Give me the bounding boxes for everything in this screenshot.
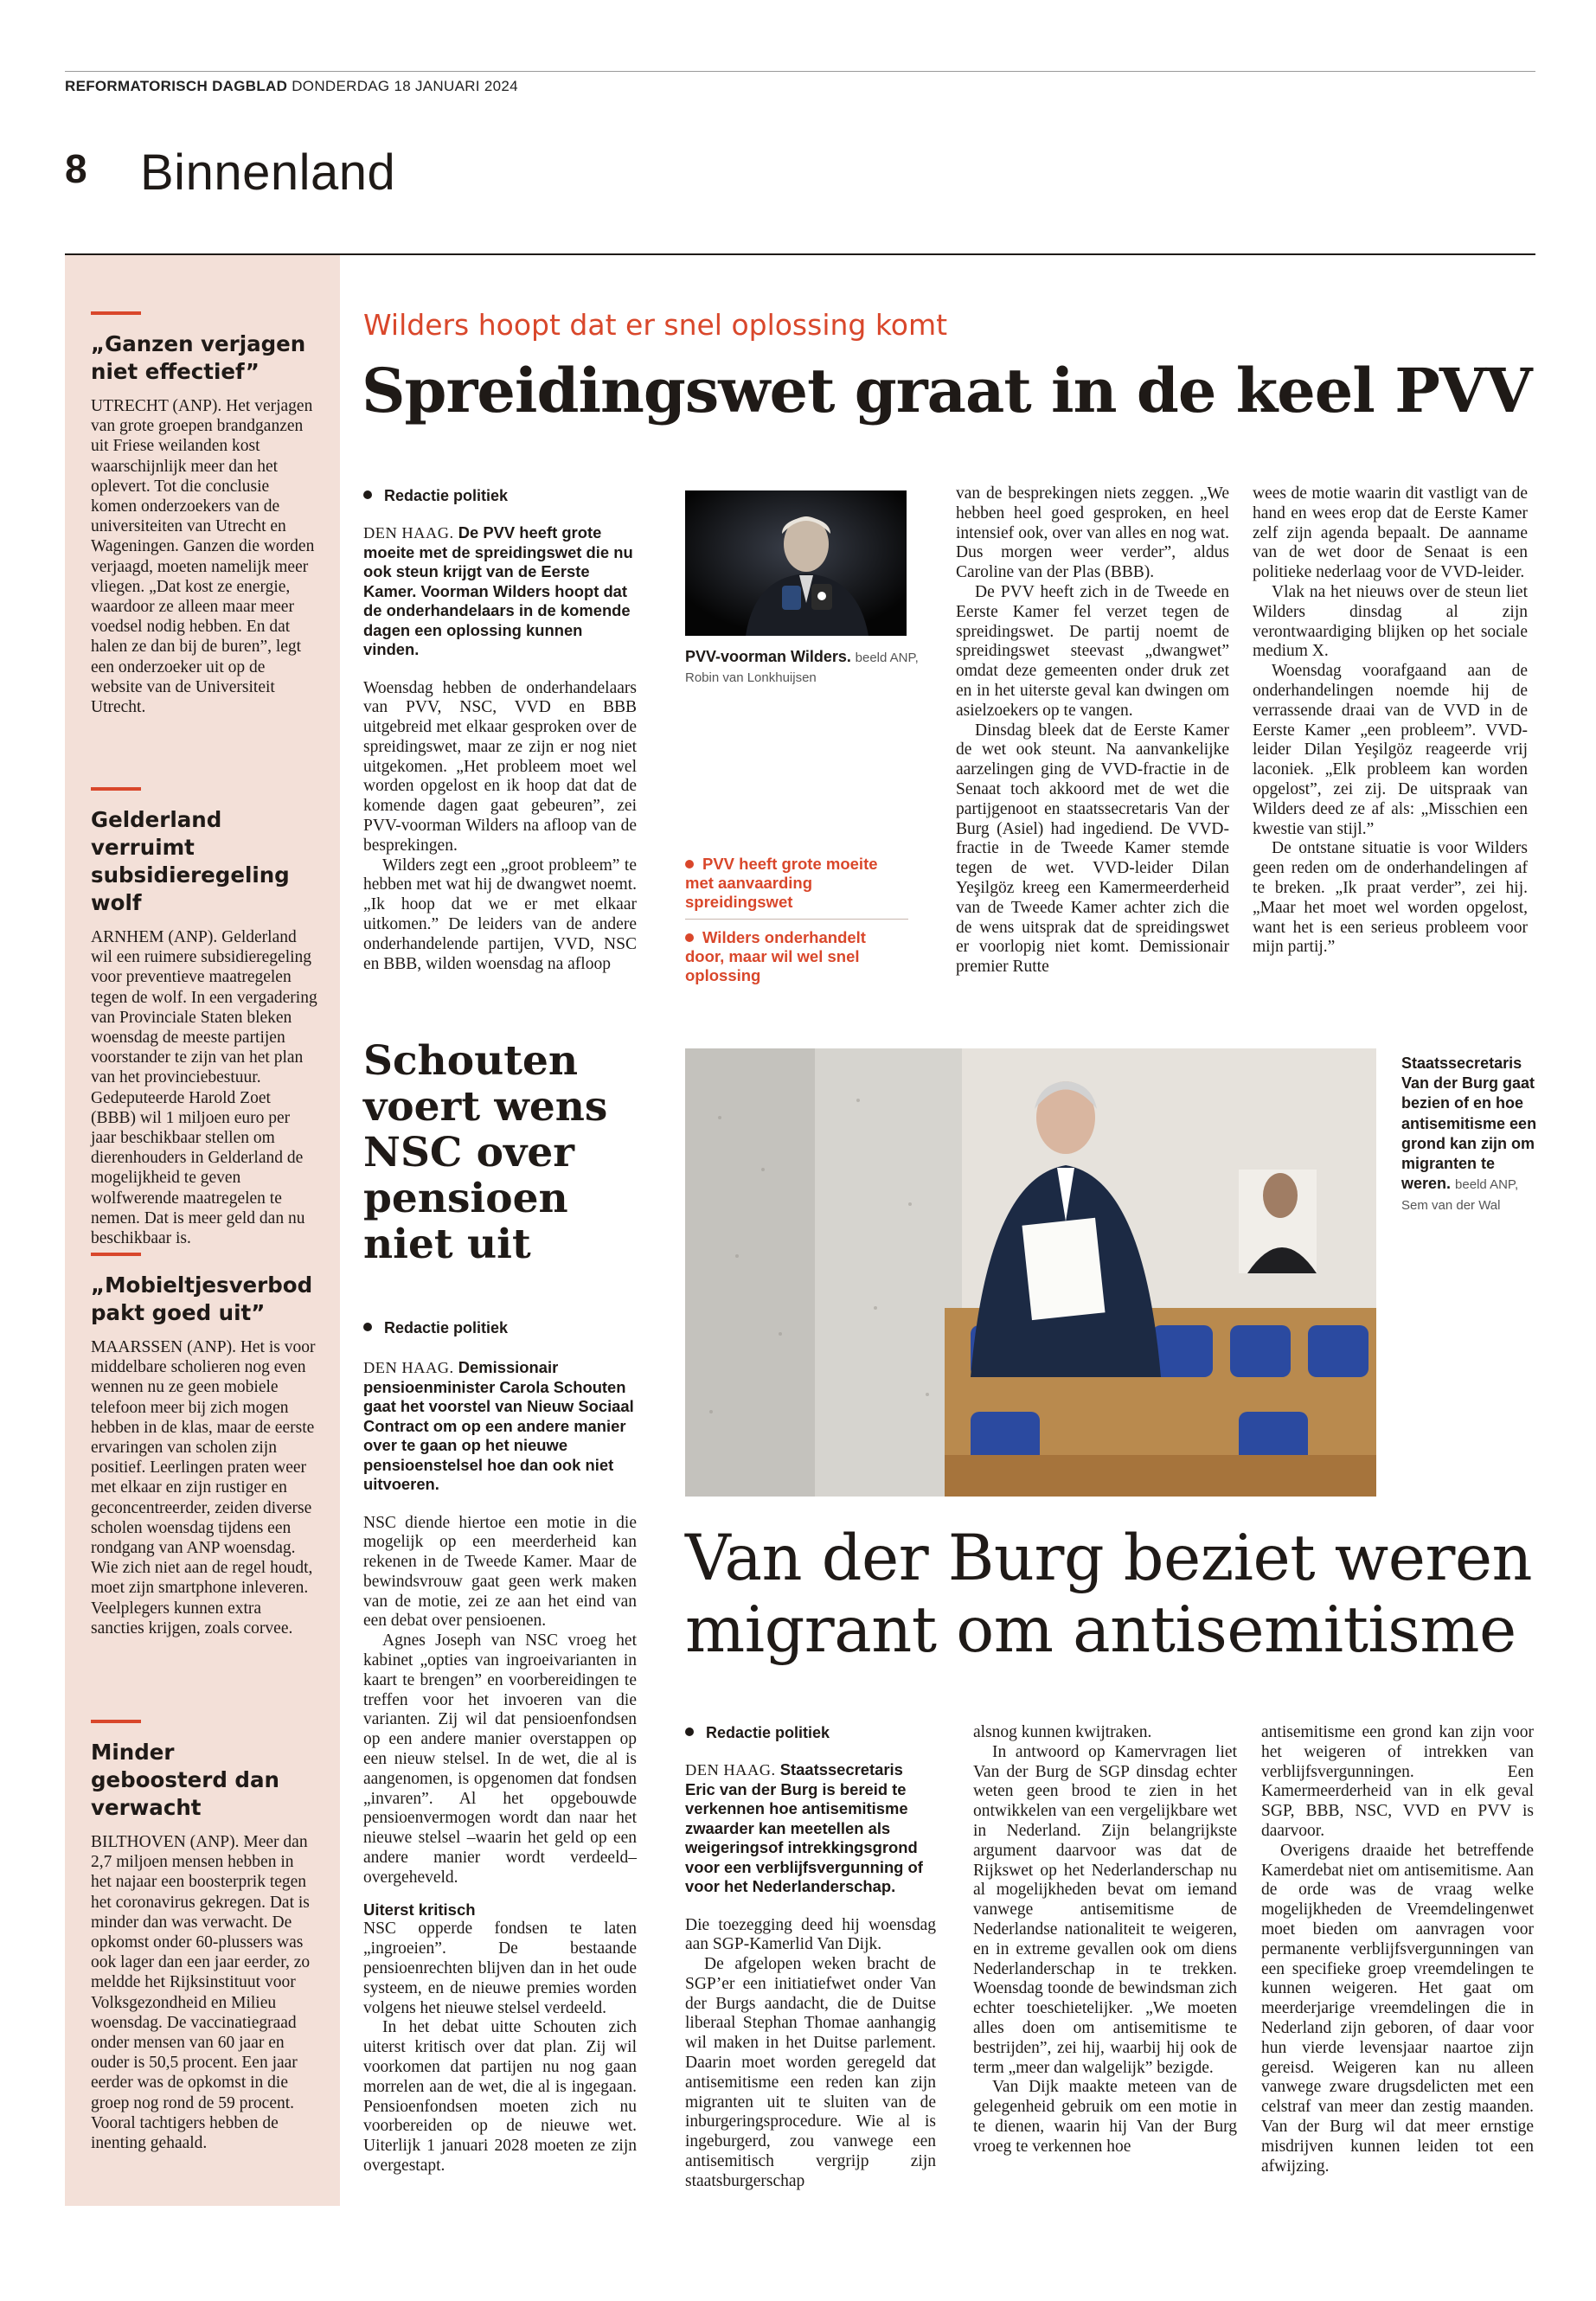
article1-col3: [956, 484, 1229, 977]
byline-text: Redactie politiek: [384, 1319, 509, 1336]
sidebar-title: „Mobieltjesverbod pakt goed uit”: [91, 1272, 313, 1325]
photo-wilders-illustration: [685, 490, 907, 636]
sidebar-item: [91, 311, 317, 717]
paragraph: Die toezegging deed hij woensdag aan SGP-Kamerlid Van Dijk.: [685, 1915, 936, 1954]
paragraph: Vlak na het nieuws over de steun liet Wilders dinsdag al zijn verontwaardiging blijken op het sociale medium X.: [1253, 582, 1528, 661]
dateline: DEN HAAG.: [363, 1359, 454, 1376]
sidebar-text: UTRECHT (ANP). Het verjagen van grote groepen brandganzen uit Friese weilanden kost waarschijnlijk meer dan het oplevert. Tot die conclusie komen onderzoekers van de universiteiten van Utrecht en Wageningen. Ganzen die worden verjaagd, moeten namelijk meer vliegen. „Dat kost ze energie, waardoor ze alleen maar meer voedsel nodig hebben. En dat halen ze dan bij de buren”, legt een onderzoeker uit op de website van de Universiteit Utrecht.: [91, 397, 315, 717]
paragraph: Overigens draaide het betreffende Kamerdebat niet om antisemitisme. Aan de orde was de vraag welke mogelijkheden de Vreemdelingenwet moet bieden om aanvragen voor permanente verblijfsvergunningen van een specifieke groep vreemdelingen te kunnen weigeren. Het gaat om meerderjarige vreemdelingen die in Nederland zijn geboren, of daar voor hun vierde levensjaar naartoe zijn gereisd. Weigeren kan nu alleen vanwege zware drugsdelicten met een celstraf van meer dan zestig maanden. Van der Burg wil dat meer ernstige misdrijven kunnen leiden tot een afwijzing.: [1261, 1841, 1534, 2176]
highlight-item: [685, 855, 908, 919]
photo-parliament-illustration: [685, 1048, 1376, 1497]
photo2-caption: [1401, 1054, 1540, 1216]
sidebar-item: [91, 1253, 317, 1638]
section-title: Binnenland: [140, 144, 396, 201]
paragraph: alsnog kunnen kwijtraken.: [973, 1723, 1152, 1741]
paragraph: De afgelopen weken bracht de SGP’er een initiatiefwet onder Van der Burgs aandacht, die de Duitse liberaal Stephan Thomae aanhangig wil maken in het Duitse parlement. Daarin moet worden geregeld dat antisemitisme een reden kan zijn migranten uit te sluiten van de inburgeringsprocedure. Wie al is ingeburgerd, zou vanwege een antisemitisch vergrijp zijn staatsburgerschap: [685, 1955, 936, 2190]
highlight-item: [685, 928, 908, 992]
paragraph: Woensdag voorafgaand aan de onderhandelingen noemde hij de verrassende draai van de VVD in de Eerste Kamer „een probleem”. VVD-leider Dilan Yeşilgöz reageerde vrij laconiek. „Elk probleem kan worden opgelost”, zei zij. De uitspraak van Wilders deed ze af als: „Misschien een kwestie van stijl.”: [1253, 662, 1528, 838]
article1-highlights: [685, 855, 908, 992]
news-sidebar: [65, 255, 340, 2206]
dateline: DEN HAAG.: [685, 1761, 776, 1779]
paragraph: In antwoord op Kamervragen liet Van der Burg de SGP dinsdag echter weten geen brood te zien in het ontwikkelen van een vergelijkbare wet in Nederland. Zijn belangrijkste argument daarvoor was dat de Rijkswet op het Nederlanderschap nu al mogelijkheden bevat om iemand vanwege antisemitisme de Nederlandse nationaliteit te weigeren, en in extreme gevallen ook om diens Nederlanderschap in te trekken. Woensdag toonde de bewindsman zich echter toeschietelijker. „We moeten alles doen om antisemitisme te bestrijden”, zei hij, waarbij hij ook de term „meer dan walgelijk” bezigde.: [973, 1742, 1237, 2077]
subhead: Uiterst kritisch: [363, 1900, 476, 1919]
caption-text: PVV-voorman Wilders.: [685, 648, 851, 665]
accent-tick: [91, 1720, 141, 1723]
article3-col2: [973, 1723, 1237, 2157]
article1-kicker: Wilders hoopt dat er snel oplossing komt: [363, 308, 948, 342]
paper-name: REFORMATORISCH DAGBLAD: [65, 78, 288, 94]
article3-col1: [685, 1760, 936, 2192]
article3-col3: [1261, 1723, 1534, 2176]
issue-date: DONDERDAG 18 JANUARI 2024: [292, 78, 518, 94]
sidebar-title: Minder geboosterd dan verwacht: [91, 1740, 279, 1820]
sidebar-title: „Ganzen verjagen niet effectief”: [91, 331, 306, 384]
highlight-text: PVV heeft grote moeite met aanvaarding spreidingswet: [685, 855, 878, 911]
article1-byline: [363, 487, 508, 505]
article1-headline: Spreidingswet graat in de keel PVV: [362, 355, 1532, 426]
byline-text: Redactie politiek: [706, 1724, 830, 1741]
paragraph: In het debat uitte Schouten zich uiterst kritisch over dat plan. Zij wil voorkomen dat partijen nu nog gaan morrelen aan de wet, die al is ingegaan. Pensioenfondsen moeten zich nu voorbereiden op de nieuwe wet. Uiterlijk 1 januari 2028 moeten ze zijn overgestapt.: [363, 2018, 637, 2175]
paragraph: Wilders zegt een „groot probleem” te hebben met wat hij de dwangwet noemt. „Ik hoop dat we er met elkaar uitkomen.” De leiders van de andere onderhandelende partijen, VVD, NSC en BBB, wilden woensdag na afloop: [363, 856, 637, 973]
article3-lead: [685, 1760, 936, 1897]
paragraph: Agnes Joseph van NSC vroeg het kabinet „opties van ingroeivarianten in kaart te brengen” en voorbereidingen te treffen voor het invoeren van die varianten. Zij wil dat pensioenfondsen op een andere manier overstappen op een nieuw stelsel. In de wet, die al is aangenomen, is opgenomen dat fondsen „invaren”. Al het opgebouwde pensioenvermogen wordt dan naar het nieuwe stelsel –waarin het geld op een andere manier wordt verdeeld– overgeheveld.: [363, 1631, 637, 1887]
bullet-dot: [685, 933, 694, 942]
paragraph: Van Dijk maakte meteen van de gelegenheid gebruik om een motie in te dienen, waarin hij Van der Burg vroeg te verkennen hoe: [973, 2078, 1237, 2156]
lead-text: De PVV heeft grote moeite met de spreidingswet die nu ook steun krijgt van de Eerste Kamer. Voorman Wilders hoopt dat de onderhandelaars in de komende dagen een oplossing kunnen vinden.: [363, 523, 633, 658]
article3-headline: Van der Burg beziet weren migrant om antisemitisme: [685, 1522, 1533, 1667]
article1-col4: [1253, 484, 1528, 958]
vanderburg-photo: [685, 1048, 1376, 1497]
lead-text: Staatssecretaris Eric van der Burg is bereid te verkennen hoe antisemitisme zwaarder kan meetellen als weigeringsof intrekkingsgrond voor een verblijfsvergunning of voor het Nederlanderschap.: [685, 1760, 923, 1895]
caption-text: Staatssecretaris Van der Burg gaat bezien of en hoe antisemitisme een grond kan zijn om migranten te weren.: [1401, 1054, 1537, 1193]
sidebar-text: ARNHEM (ANP). Gelderland wil een ruimere subsidieregeling voor preventieve maatregelen tegen de wolf. In een vergadering van Provinciale Staten bleken woensdag de meeste partijen voorstander te zijn van het plan van het provinciebestuur. Gedeputeerde Harold Zoet (BBB) wil 1 miljoen euro per jaar beschikbaar stellen om dierenhouders in Gelderland de mogelijkheid te geven wolfwerende maatregelen te nemen. Dat is meer geld dan nu beschikbaar is.: [91, 928, 317, 1248]
paragraph: De PVV heeft zich in de Tweede en Eerste Kamer fel verzet tegen de spreidingswet. De partij noemt de spreidingswet steevast „dwangwet” omdat deze gemeenten onder druk zet en in het uiterste geval kan dwingen om asielzoekers op te vangen.: [956, 582, 1229, 720]
article1-col1: [363, 523, 637, 974]
sidebar-text: MAARSSEN (ANP). Het is voor middelbare scholieren nog even wennen nu ze geen mobiele telefoon meer bij zich mogen hebben in de klas, maar de eerste ervaringen van scholen zijn positief. Leerlingen praten weer met elkaar en zijn rustiger en geconcentreerder, zeiden diverse scholen woensdag tijdens een rondgang van ANP woensdag. Wie zich niet aan de regel houdt, moet zijn smartphone inleveren. Veelplegers kunnen extra sancties krijgen, zoals corvee.: [91, 1338, 316, 1638]
paragraph: NSC opperde fondsen te laten „ingroeien”. De bestaande pensioenrechten blijven dan in het oude systeem, en de nieuwe premies worden volgens het nieuwe stelsel verdeeld.: [363, 1920, 637, 2017]
article2-lead: [363, 1358, 637, 1495]
article2-body: [363, 1358, 637, 2176]
article3-byline: [685, 1724, 830, 1742]
paragraph: Dinsdag bleek dat de Eerste Kamer de wet ook steunt. Na aanvankelijke aarzelingen ging de VVD-fractie in de Senaat toch akkoord met de wet die partijgenoot en staatssecretaris Van der Burg (Asiel) had ingediend. De VVD-fractie in de Tweede Kamer stemde tegen de wet. VVD-leider Dilan Yeşilgöz kreeg een Kamermeerderheid van de Tweede Kamer achter zich die de wens uitsprak dat de spreidingswet er voorlopig niet komt. Demissionair premier Rutte: [956, 721, 1229, 977]
bullet-dot: [685, 1727, 694, 1736]
sidebar-item: [91, 787, 317, 1248]
photo1-caption: [685, 647, 919, 688]
lead-text: Demissionair pensioenminister Carola Schouten gaat het voorstel van Nieuw Sociaal Contract om op een andere manier over te gaan op het nieuwe pensioenstelsel hoe dan ook niet uitvoeren.: [363, 1358, 634, 1493]
sidebar-item: [91, 1720, 317, 2153]
paragraph: antisemitisme een grond kan zijn voor het weigeren of intrekken van verblijfsvergunningen. Een Kamermeerderheid van in elk geval SGP, BBB, NSC, VVD en PVV is daarvoor.: [1261, 1723, 1534, 1840]
photo-credit: beeld ANP, Robin van Lonkhuijsen: [685, 651, 919, 685]
paragraph: NSC diende hiertoe een motie in die mogelijk op een meerderheid kan rekenen in de Tweede Kamer. Maar de bewindsvrouw gaat geen werk maken van de motie, zei ze aan het eind van een debat over pensioenen.: [363, 1513, 637, 1631]
paragraph: De ontstane situatie is voor Wilders geen reden om de onderhandelingen af te breken. „Ik praat verder”, zei hij. „Maar het moet wel worden opgelost, want het is een serieus probleem voor mijn partij.”: [1253, 839, 1528, 957]
article2-headline: Schouten voert wens NSC over pensioen niet uit: [363, 1037, 608, 1268]
page-number: 8: [65, 146, 87, 191]
paragraph: van de besprekingen niets zeggen. „We hebben heel goed gesproken, en heel intensief ook, over van alles en nog wat. Dus morgen weer verder”, aldus Caroline van der Plas (BBB).: [956, 484, 1229, 582]
paragraph: wees de motie waarin dit vastligt van de hand en wees erop dat de Eerste Kamer zelf zijn agenda bepaalt. De aanname van de wet door de Senaat is een politieke nederlaag voor de VVD-leider.: [1253, 484, 1528, 582]
highlight-text: Wilders onderhandelt door, maar wil wel snel oplossing: [685, 928, 866, 984]
article1-lead: [363, 523, 637, 660]
article2-byline: [363, 1319, 508, 1337]
dateline: DEN HAAG.: [363, 524, 454, 542]
sidebar-text: BILTHOVEN (ANP). Meer dan 2,7 miljoen mensen hebben in het najaar een boosterprik tegen het coronavirus gekregen. Dat is minder dan was verwacht. De opkomst onder 60-plussers was ook lager dan een jaar eerder, zo meldde het Rijksinstituut voor Volksgezondheid en Milieu woensdag. De vaccinatiegraad onder mensen van 60 jaar en ouder is 50,5 procent. Een jaar eerder was de opkomst in die groep nog rond de 59 procent. Vooral tachtigers hebben de inenting gehaald.: [91, 1833, 311, 2153]
photo-credit: beeld ANP, Sem van der Wal: [1401, 1177, 1519, 1214]
accent-tick: [91, 311, 141, 315]
accent-tick: [91, 1253, 141, 1256]
wilders-photo: [685, 490, 907, 636]
masthead: [65, 78, 518, 95]
paragraph: Woensdag hebben de onderhandelaars van PVV, NSC, VVD en BBB uitgebreid met elkaar gesproken over de spreidingswet, maar ze zijn er nog niet uitgekomen. „Het probleem moet wel worden opgelost en ik hoop dat dat de komende dagen gaat gebeuren”, zei PVV-voorman Wilders na afloop van de besprekingen.: [363, 678, 637, 855]
bullet-dot: [685, 860, 694, 868]
sidebar-title: Gelderland verruimt subsidieregeling wolf: [91, 807, 290, 915]
divider: [685, 919, 908, 920]
accent-tick: [91, 787, 141, 791]
bullet-dot: [363, 490, 372, 499]
byline-text: Redactie politiek: [384, 487, 509, 504]
bullet-dot: [363, 1323, 372, 1331]
top-rule: [65, 71, 1535, 72]
